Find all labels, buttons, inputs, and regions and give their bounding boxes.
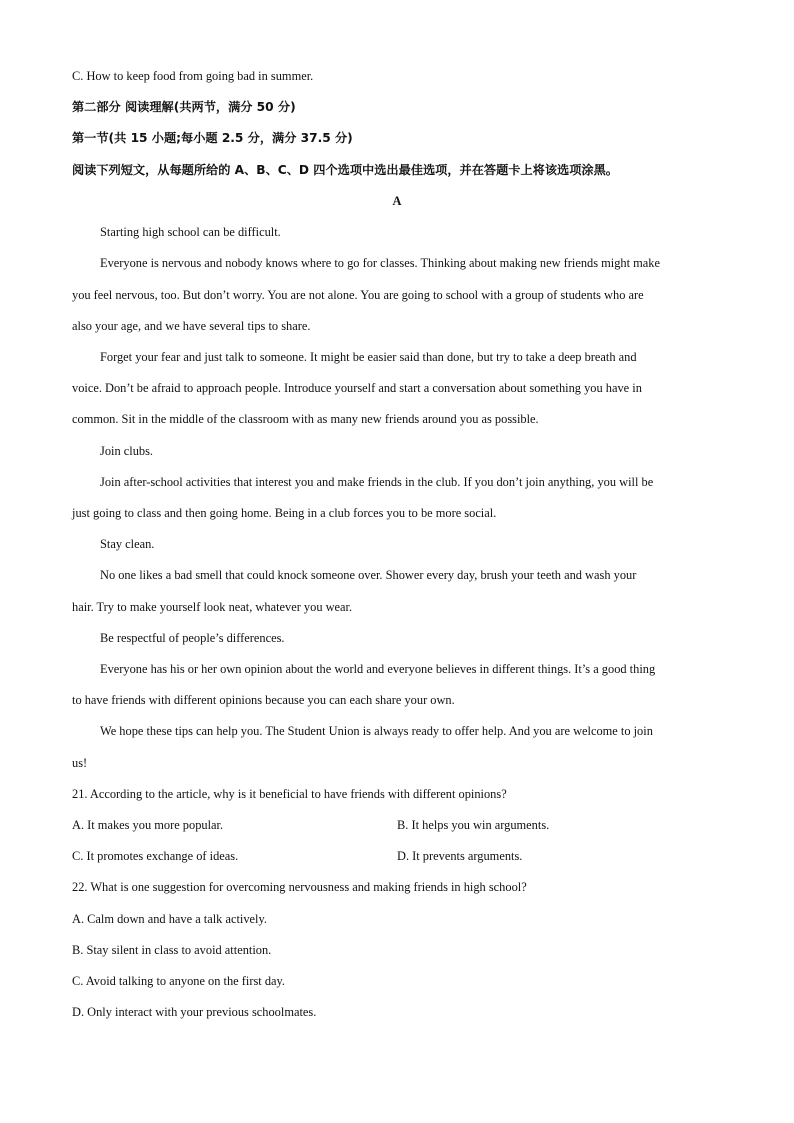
passage-line: Everyone is nervous and nobody knows where to go for classes. Thinking about making new friends might make — [100, 256, 660, 270]
section-title: 第二部分 阅读理解(共两节，满分 50 分) — [72, 100, 296, 114]
subsection-title: 第一节(共 15 小题;每小题 2.5 分，满分 37.5 分) — [72, 131, 353, 145]
passage-line: voice. Don’t be afraid to approach people. Introduce yourself and start a conversation about something you have in — [72, 381, 642, 395]
passage-line: Forget your fear and just talk to someone. It might be easier said than done, but try to take a deep breath and — [100, 350, 637, 364]
passage-line: also your age, and we have several tips to share. — [72, 319, 311, 333]
question-22-option-c: C. Avoid talking to anyone on the first day. — [72, 974, 286, 988]
question-21-option-a: A. It makes you more popular. — [72, 818, 224, 832]
passage-line: common. Sit in the middle of the classroom with as many new friends around you as possible. — [72, 412, 539, 426]
passage-label: A — [392, 194, 402, 208]
passage-line: you feel nervous, too. But don’t worry. You are not alone. You are going to school with a group of students who are — [72, 288, 644, 302]
question-21-option-c: C. It promotes exchange of ideas. — [72, 849, 239, 863]
question-22-stem: 22. What is one suggestion for overcoming nervousness and making friends in high school? — [72, 880, 527, 894]
question-21-option-b: B. It helps you win arguments. — [397, 818, 550, 832]
passage-tip-heading: Be respectful of people’s differences. — [100, 631, 285, 645]
previous-question-option-c: C. How to keep food from going bad in summer. — [72, 69, 314, 83]
question-22-option-b: B. Stay silent in class to avoid attention. — [72, 943, 272, 957]
passage-line: hair. Try to make yourself look neat, whatever you wear. — [72, 600, 353, 614]
question-22-option-a: A. Calm down and have a talk actively. — [72, 912, 267, 926]
passage-line: No one likes a bad smell that could knock someone over. Shower every day, brush your teeth and wash your — [100, 568, 637, 582]
passage-line: Starting high school can be difficult. — [100, 225, 281, 239]
passage-tip-heading: Join clubs. — [100, 444, 154, 458]
passage-line: to have friends with different opinions because you can each share your own. — [72, 693, 455, 707]
passage-line: us! — [72, 756, 88, 770]
passage-tip-heading: Stay clean. — [100, 537, 155, 551]
question-21-option-d: D. It prevents arguments. — [397, 849, 523, 863]
question-22-option-d: D. Only interact with your previous schoolmates. — [72, 1005, 317, 1019]
instructions: 阅读下列短文，从每题所给的 A、B、C、D 四个选项中选出最佳选项，并在答题卡上将该选项涂黑。 — [72, 163, 618, 177]
passage-line: just going to class and then going home. Being in a club forces you to be more social. — [72, 506, 497, 520]
passage-line: Everyone has his or her own opinion about the world and everyone believes in different things. It’s a good thing — [100, 662, 656, 676]
passage-line: We hope these tips can help you. The Student Union is always ready to offer help. And you are welcome to join — [100, 724, 653, 738]
question-21-stem: 21. According to the article, why is it beneficial to have friends with different opinions? — [72, 787, 507, 801]
passage-line: Join after-school activities that interest you and make friends in the club. If you don’t join anything, you will be — [100, 475, 654, 489]
